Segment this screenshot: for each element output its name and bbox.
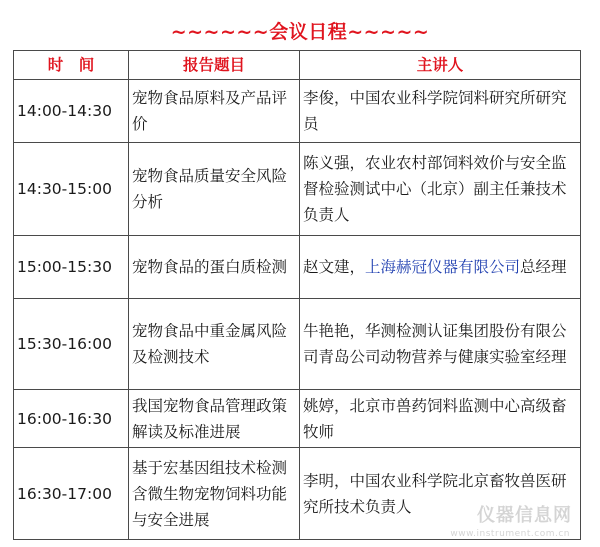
speaker-text: 姚婷，北京市兽药饲料监测中心高级畜牧师 [303,396,567,441]
topic-cell: 宠物食品中重金属风险及检测技术 [129,299,300,390]
header-topic: 报告题目 [129,51,300,80]
speaker-cell [300,143,581,236]
schedule-table [13,50,581,540]
topic-cell: 宠物食品的蛋白质检测 [129,236,300,299]
speaker-cell [300,299,581,390]
header-time: 时 间 [14,51,129,80]
speaker-text: 赵文建， [303,258,366,276]
table-row [14,390,581,448]
time-cell: 14:30-15:00 [14,143,129,236]
table-row [14,236,581,299]
company-link[interactable]: 上海赫冠仪器有限公司 [365,258,521,276]
speaker-cell [300,390,581,448]
topic-cell: 基于宏基因组技术检测含微生物宠物饲料功能与安全进展 [129,448,300,540]
page-title: ~~~~~~会议日程~~~~~ [170,21,430,43]
speaker-cell [300,236,581,299]
header-row [14,51,581,80]
speaker-text: 李明，中国农业科学院北京畜牧兽医研究所技术负责人 [303,471,567,516]
time-cell: 16:30-17:00 [14,448,129,540]
speaker-text: 牛艳艳，华测检测认证集团股份有限公司青岛公司动物营养与健康实验室经理 [303,322,567,366]
topic-cell: 宠物食品质量安全风险分析 [129,143,300,236]
watermark-logo: 仪器信息网 [477,505,572,526]
time-cell: 15:00-15:30 [14,236,129,299]
speaker-text: 李俊，中国农业科学院饲料研究所研究员 [303,89,567,133]
table-row [14,448,581,540]
table-row [14,80,581,143]
speaker-title-text: 总经理 [520,258,567,276]
table-row [14,299,581,390]
topic-cell: 宠物食品原料及产品评价 [129,80,300,143]
header-speaker: 主讲人 [300,51,581,80]
speaker-text: 陈义强，农业农村部饲料效价与安全监督检验测试中心（北京）副主任兼技术负责人 [303,154,567,224]
speaker-cell [300,80,581,143]
table-row [14,143,581,236]
topic-cell: 我国宠物食品管理政策解读及标准进展 [129,390,300,448]
speaker-cell [300,448,581,540]
time-cell: 14:00-14:30 [14,80,129,143]
time-cell: 15:30-16:00 [14,299,129,390]
time-cell: 16:00-16:30 [14,390,129,448]
watermark-url: www.instrument.com.cn [450,529,570,539]
